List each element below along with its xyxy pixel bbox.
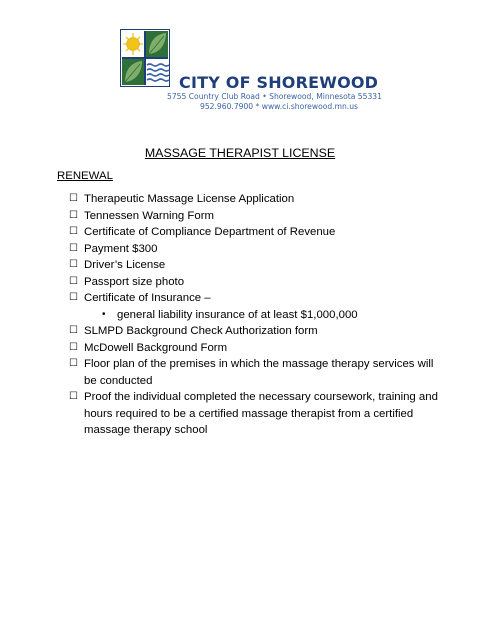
checkbox-icon[interactable]: ☐	[69, 226, 78, 237]
letterhead	[0, 0, 480, 120]
checkbox-icon[interactable]: ☐	[69, 209, 78, 221]
section-heading: RENEWAL	[57, 170, 113, 182]
checklist-item	[69, 241, 439, 258]
checkbox-icon[interactable]: ☐	[69, 242, 78, 254]
checklist-item-text: Payment $300	[84, 242, 158, 255]
checklist-item-text: Certificate of Compliance Department of Revenue	[84, 226, 336, 238]
checklist-item-text: Passport size photo	[84, 275, 185, 288]
checklist-item	[69, 191, 439, 208]
contact-line: 952.960.7900 * www.ci.shorewood.mn.us	[200, 102, 358, 111]
checklist-item-text: Proof the individual completed the necessary coursework, training and hours required to be a certified massage therapist from a certified massage therapy school	[84, 391, 438, 436]
checklist-item	[69, 290, 439, 307]
checklist-item-text: Therapeutic Massage License Application	[84, 193, 295, 205]
checklist-item	[69, 323, 439, 340]
checklist-item-text: McDowell Background Form	[84, 341, 228, 354]
checklist-item-text: Floor plan of the premises in which the massage therapy services will be conducted	[84, 358, 434, 387]
checkbox-icon[interactable]: ☐	[69, 341, 78, 353]
checkbox-icon[interactable]: ☐	[69, 259, 78, 270]
checklist-item-text: Driver’s License	[84, 259, 166, 271]
org-name: CITY OF SHOREWOOD	[179, 73, 379, 92]
city-logo	[120, 29, 170, 87]
checkbox-icon[interactable]: ☐	[69, 325, 78, 336]
list-subitem	[69, 307, 439, 324]
checkbox-icon[interactable]: ☐	[69, 193, 78, 204]
bullet-icon: •	[102, 308, 106, 320]
checklist-item	[69, 257, 439, 274]
checklist-item-text: Tennessen Warning Form	[84, 209, 214, 222]
checklist-item	[69, 224, 439, 241]
checkbox-icon[interactable]: ☐	[69, 358, 78, 369]
checklist-item	[69, 340, 439, 357]
checklist-item	[69, 389, 439, 439]
checklist-item	[69, 274, 439, 291]
checklist-item-text: Certificate of Insurance –	[84, 292, 211, 304]
checkbox-icon[interactable]: ☐	[69, 391, 78, 402]
address-line: 5755 Country Club Road • Shorewood, Minnesota 55331	[167, 92, 382, 101]
checklist-item	[69, 356, 439, 389]
requirements-checklist	[69, 191, 439, 439]
checkbox-icon[interactable]: ☐	[69, 275, 78, 287]
list-subitem-text: general liability insurance of at least $1,000,000	[117, 308, 358, 321]
document-title: MASSAGE THERAPIST LICENSE	[144, 146, 336, 160]
checklist-item-text: SLMPD Background Check Authorization form	[84, 325, 318, 337]
checklist-item	[69, 208, 439, 225]
checkbox-icon[interactable]: ☐	[69, 292, 78, 303]
